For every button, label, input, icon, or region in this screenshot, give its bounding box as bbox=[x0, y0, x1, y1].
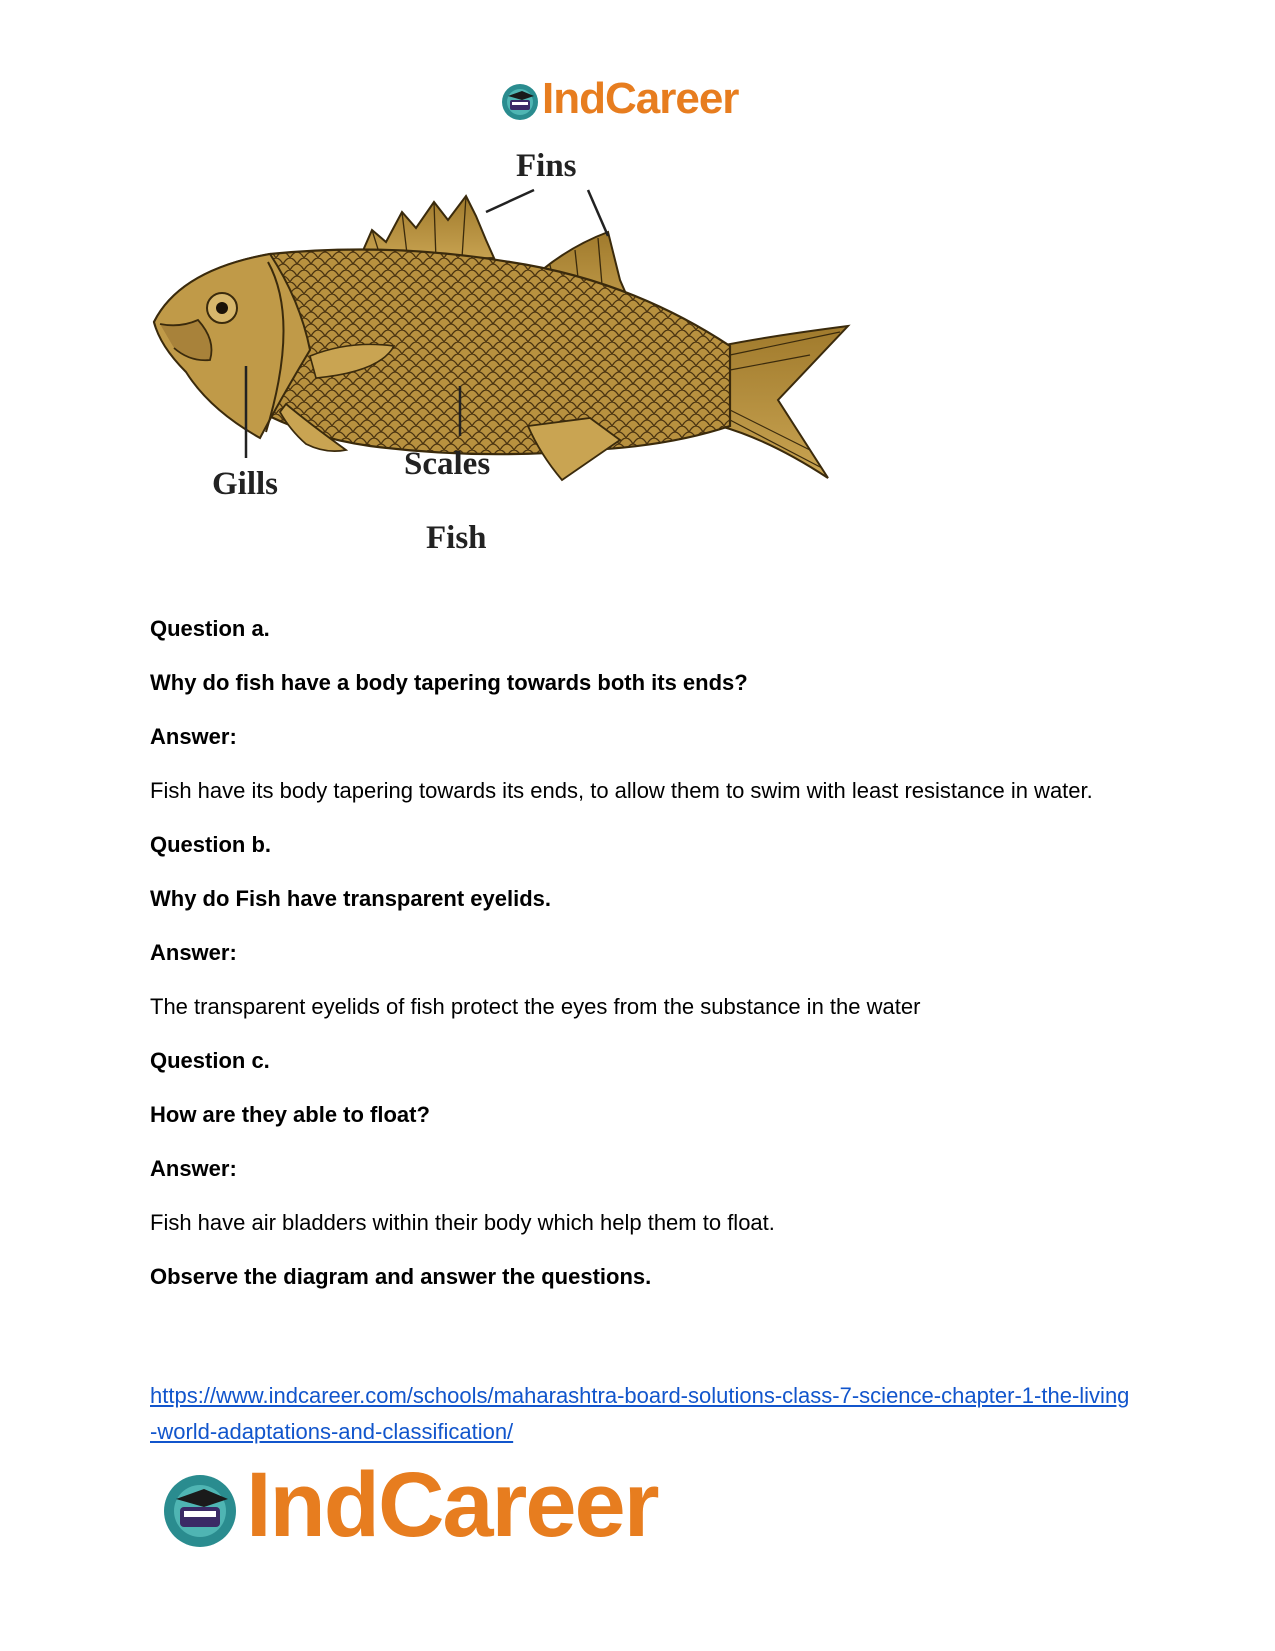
logo-globe-icon bbox=[160, 1471, 240, 1551]
footer-logo bbox=[160, 1454, 700, 1565]
question-a-label: Question a. bbox=[150, 616, 270, 641]
logo-wordmark: IndCareer bbox=[246, 1454, 658, 1556]
label-scales: Scales bbox=[404, 446, 491, 482]
question-b-label: Question b. bbox=[150, 832, 271, 857]
question-b-text: Why do Fish have transparent eyelids. bbox=[150, 886, 551, 911]
label-fins: Fins bbox=[516, 150, 577, 184]
answer-c-text: Fish have air bladders within their body which help them to float. bbox=[150, 1210, 775, 1235]
answer-a-label: Answer: bbox=[150, 724, 237, 749]
fish-diagram bbox=[150, 150, 910, 590]
question-c-label: Question c. bbox=[150, 1048, 270, 1073]
fish-illustration bbox=[150, 150, 910, 590]
answer-c-label: Answer: bbox=[150, 1156, 237, 1181]
diagram-caption: Fish bbox=[426, 520, 487, 556]
tail-fin bbox=[720, 326, 848, 478]
logo-wordmark: IndCareer bbox=[542, 74, 739, 123]
instruction-text: Observe the diagram and answer the questions. bbox=[150, 1264, 652, 1289]
label-gills: Gills bbox=[212, 466, 279, 502]
qa-content bbox=[150, 614, 1130, 1292]
answer-b-text: The transparent eyelids of fish protect the eyes from the substance in the water bbox=[150, 994, 921, 1019]
question-a-text: Why do fish have a body tapering towards both its ends? bbox=[150, 670, 748, 695]
source-link[interactable]: https://www.indcareer.com/schools/maharashtra-board-solutions-class-7-science-chapter-1-the-living-world-adaptations-and-classification/ bbox=[150, 1383, 1130, 1444]
question-c-text: How are they able to float? bbox=[150, 1102, 430, 1127]
answer-a-text: Fish have its body tapering towards its ends, to allow them to swim with least resistance in water. bbox=[150, 778, 1093, 803]
logo-globe-icon bbox=[500, 82, 540, 122]
answer-b-label: Answer: bbox=[150, 940, 237, 965]
header-logo bbox=[500, 74, 770, 130]
